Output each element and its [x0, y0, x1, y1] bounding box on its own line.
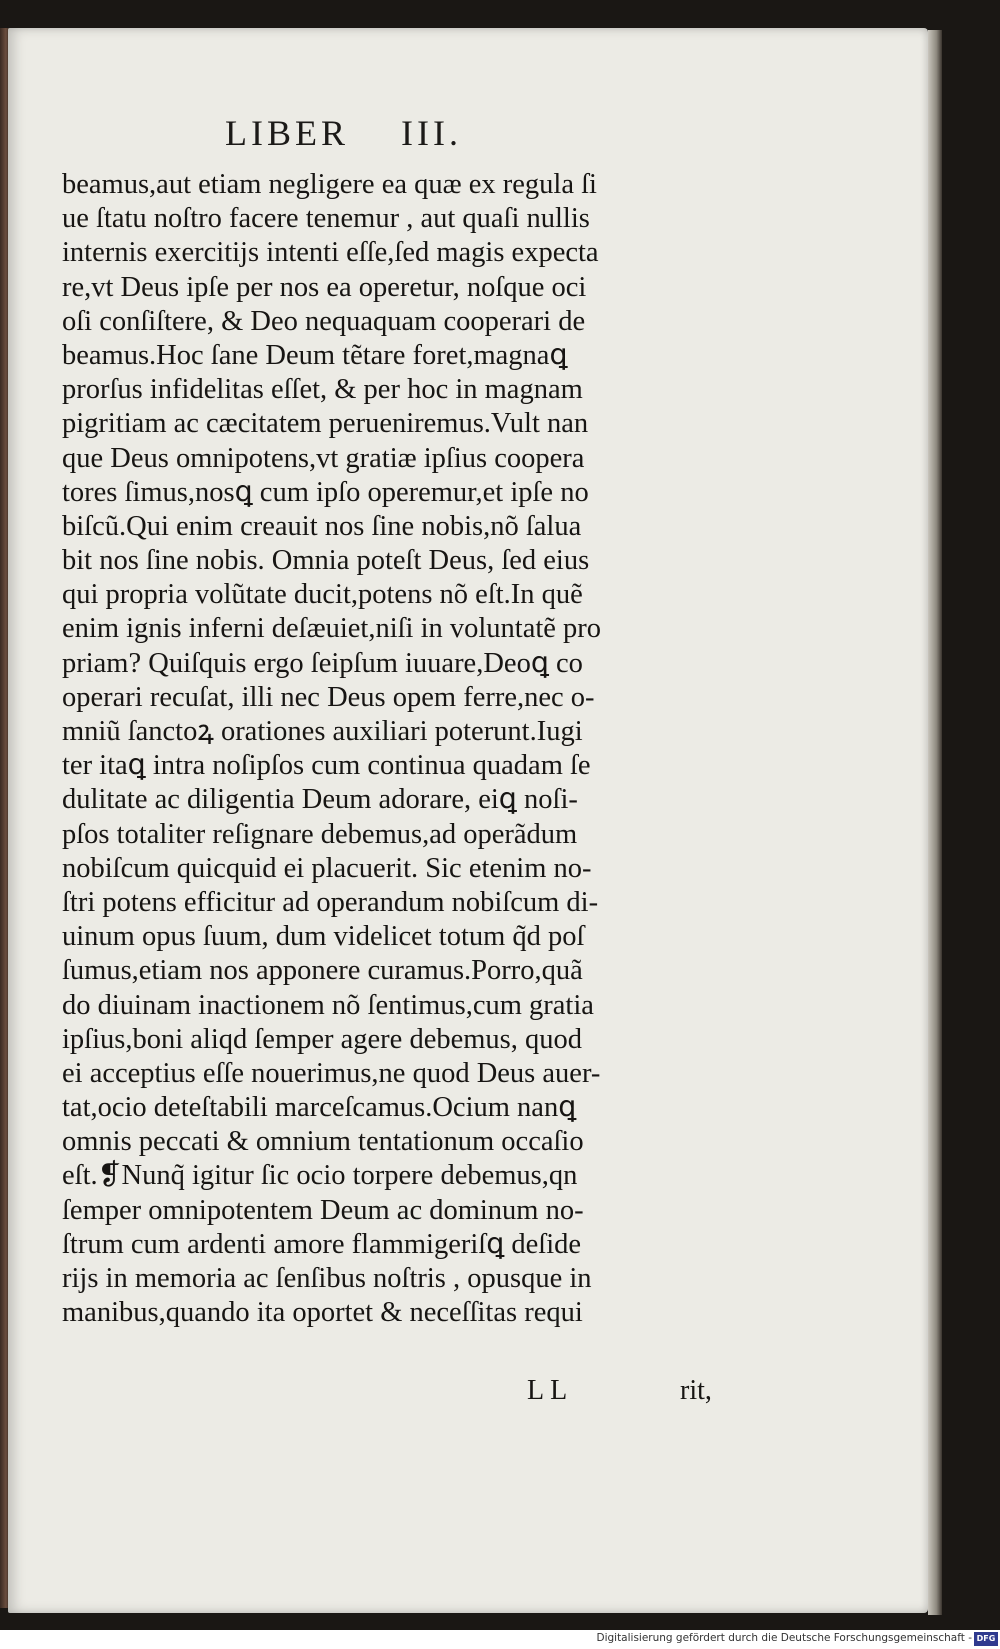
catchword: rit,: [680, 1375, 712, 1406]
text-line: internis exercitijs intenti eſſe,ſed magis expecta: [62, 237, 599, 269]
running-head: LIBER III.: [225, 113, 462, 153]
text-line: bit nos ſine nobis. Omnia poteſt Deus, ſed eius: [62, 545, 590, 577]
text-line: ſtri potens efficitur ad operandum nobiſcum di-: [62, 886, 599, 918]
text-line: pigritiam ac cæcitatem perueniremus.Vult nan: [62, 408, 589, 440]
text-line: ipſius,boni aliqd ſemper agere debemus, quod: [62, 1023, 582, 1055]
text-line: ter itaꝗ intra noſipſos cum continua quadam ſe: [62, 750, 591, 782]
text-block: [62, 168, 752, 1330]
signature-mark: L L: [527, 1375, 568, 1406]
text-line: beamus,aut etiam negligere ea quæ ex regula ſi: [62, 169, 597, 200]
text-line: ue ſtatu noſtro facere tenemur , aut quaſi nullis: [62, 203, 590, 235]
text-line: uinum opus ſuum, dum videlicet totum q̃d poſ: [62, 921, 585, 953]
text-line: ei acceptius eſſe nouerimus,ne quod Deus auer-: [62, 1057, 601, 1089]
text-line: tores ſimus,nosꝗ cum ipſo operemur,et ipſe no: [62, 476, 589, 508]
dfg-credit-text: Digitalisierung gefördert durch die Deutsche Forschungsgemeinschaft -: [596, 1632, 972, 1644]
text-line: qui propria volũtate ducit,potens nõ eſt.In quẽ: [62, 579, 583, 611]
text-line: manibus,quando ita oportet & neceſſitas requi: [62, 1297, 583, 1329]
text-line: biſcũ.Qui enim creauit nos ſine nobis,nõ ſalua: [62, 510, 582, 542]
text-line: ſemper omnipotentem Deum ac dominum no-: [62, 1194, 584, 1226]
text-line: re,vt Deus ipſe per nos ea operetur, noſque oci: [62, 271, 587, 303]
text-line: omnis peccati & omnium tentationum occaſio: [62, 1126, 584, 1158]
text-line: ſtrum cum ardenti amore flammigeriſꝗ deſide: [62, 1228, 582, 1260]
text-line: do diuinam inactionem nõ ſentimus,cum gratia: [62, 989, 594, 1021]
text-line: nobiſcum quicquid ei placuerit. Sic etenim no-: [62, 852, 592, 884]
text-line: tat,ocio deteſtabili marceſcamus.Ocium nanꝗ: [62, 1092, 577, 1124]
text-line: priam? Quiſquis ergo ſeipſum iuuare,Deoꝗ co: [62, 647, 583, 679]
text-line: enim ignis inferni deſæuiet,niſi in voluntatẽ pro: [62, 613, 602, 645]
text-line: rijs in memoria ac ſenſibus noſtris , opusque in: [62, 1263, 592, 1294]
text-line: mniũ ſanctoꝝ orationes auxiliari poterunt.Iugi: [62, 716, 583, 747]
text-line: ſumus,etiam nos apponere curamus.Porro,quã: [62, 955, 583, 987]
text-line: pſos totaliter reſignare debemus,ad operãdum: [62, 818, 578, 850]
text-line: operari recuſat, illi nec Deus opem ferre,nec o-: [62, 681, 595, 713]
text-line: eſt.❡Nunq̃ igitur ſic ocio torpere debemus,qn: [62, 1160, 578, 1192]
text-line: prorſus infidelitas eſſet, & per hoc in magnam: [62, 374, 583, 406]
text-line: oſi conſiſtere, & Deo nequaquam cooperari de: [62, 305, 586, 337]
dfg-logo[interactable]: DFG: [974, 1632, 998, 1646]
page-footer: [62, 1375, 752, 1415]
page-edge: [928, 30, 942, 1615]
text-line: beamus.Hoc ſane Deum tẽtare foret,magnaꝗ: [62, 339, 568, 371]
text-line: que Deus omnipotens,vt gratiæ ipſius coopera: [62, 442, 585, 474]
dfg-credit-bar: [0, 1630, 1000, 1649]
text-line: dulitate ac diligentia Deum adorare, eiꝗ noſi-: [62, 784, 578, 816]
